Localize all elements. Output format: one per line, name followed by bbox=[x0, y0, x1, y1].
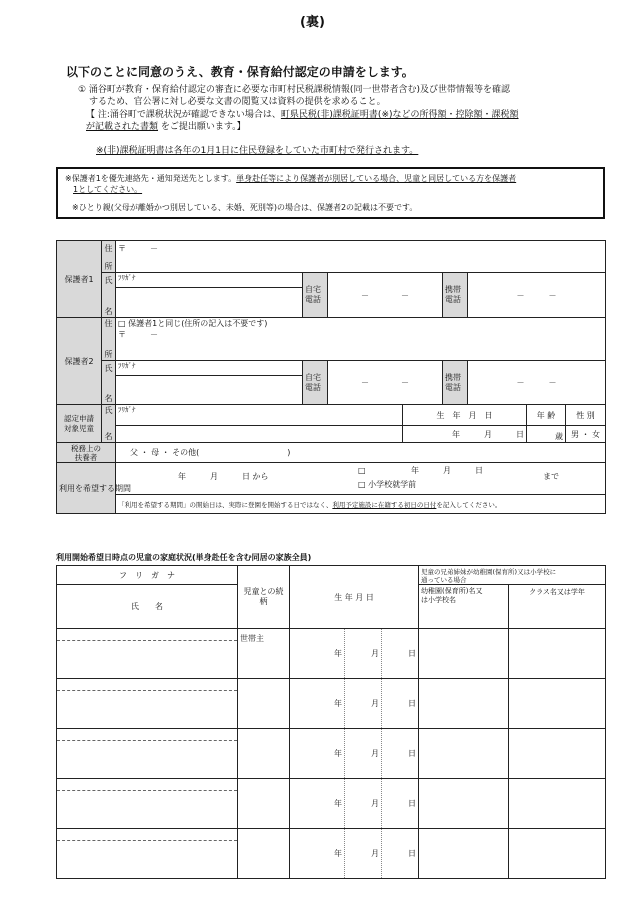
family-dob-month[interactable]: 月 bbox=[345, 829, 382, 879]
guardian1-mobile-label: 携帯 電話 bbox=[443, 273, 468, 318]
consent-item-1-line-2: するため、官公署に対し必要な文書の閲覧又は資料の提供を求めること。 bbox=[89, 97, 386, 107]
guardian2-label: 保護者2 bbox=[57, 318, 102, 405]
guardian1-home-phone-label: 自宅 電話 bbox=[303, 273, 328, 318]
family-dob-month[interactable]: 月 bbox=[345, 729, 382, 779]
notice-line-3: ※ひとり親(父母が離婚かつ別居している、未婚、死別等)の場合は、保護者2の記載は不要です。 bbox=[72, 203, 418, 212]
family-relation-field[interactable] bbox=[238, 829, 290, 879]
family-row bbox=[57, 779, 606, 829]
family-dob-day[interactable]: 日 bbox=[382, 629, 419, 679]
tax-dependent-label: 税務上の 扶養者 bbox=[57, 443, 116, 463]
family-col-dob: 生 年 月 日 bbox=[290, 566, 419, 629]
tax-dependent-field[interactable]: 父 ・ 母 ・ その他( ) bbox=[116, 443, 606, 463]
child-sex-field[interactable]: 男 ・ 女 bbox=[566, 426, 606, 443]
family-furigana-field[interactable] bbox=[57, 729, 237, 741]
guardian1-jyu: 住 bbox=[102, 241, 116, 257]
guardian2-sho: 所 bbox=[102, 344, 116, 361]
period-field[interactable] bbox=[116, 463, 606, 495]
guardian2-mobile-label: 携帯 電話 bbox=[443, 361, 468, 405]
family-furigana-field[interactable] bbox=[57, 829, 237, 841]
guardian1-home-phone-field[interactable]: － － bbox=[328, 273, 443, 318]
family-dob-day[interactable]: 日 bbox=[382, 829, 419, 879]
application-form-table bbox=[56, 240, 606, 514]
family-table-title: 利用開始希望日時点の児童の家庭状況(単身赴任を含む同居の家族全員) bbox=[56, 553, 312, 562]
family-furigana-field[interactable] bbox=[57, 779, 237, 791]
same-as-guardian1-checkbox[interactable]: □ 保護者1と同じ(住所の記入は不要です) bbox=[118, 319, 268, 328]
guardian1-postal-field[interactable]: 〒 － bbox=[116, 241, 606, 257]
guardian2-mei: 名 bbox=[102, 376, 116, 405]
family-col-school: 幼稚園(保育所)名又 は小学校名 bbox=[419, 585, 509, 629]
family-dob-month[interactable]: 月 bbox=[345, 629, 382, 679]
notice-line-1: ※保護者1を優先連絡先・通知発送先とします。単身赴任等により保護者が別居している場合、児童と同居している方を保護者 bbox=[65, 174, 517, 183]
school-entry-checkbox[interactable]: □ 小学校就学前 bbox=[358, 480, 417, 489]
family-name-field[interactable] bbox=[57, 629, 238, 679]
tax-note-line-1: 【 注:涌谷町で課税状況が確認できない場合は、町県民税(非)課税証明書(※)などの所得額・控除額・課税額 bbox=[86, 110, 519, 120]
family-name-field[interactable] bbox=[57, 779, 238, 829]
guardian1-address-field[interactable] bbox=[116, 257, 606, 273]
period-to-checkbox[interactable]: □ bbox=[358, 466, 366, 475]
family-dob-year[interactable]: 年 bbox=[290, 679, 345, 729]
family-class-field[interactable] bbox=[509, 829, 606, 879]
guardian1-name-field[interactable] bbox=[116, 288, 303, 318]
family-col-furigana: フ リ ガ ナ bbox=[57, 566, 238, 585]
consent-title: 以下のことに同意のうえ、教育・保育給付認定の申請をします。 bbox=[66, 65, 414, 79]
notice-line-2: 1としてください。 bbox=[73, 185, 143, 194]
period-note: 「利用を希望する期間」の開始日は、実際に登園を開始する日ではなく、利用予定施設に在籍する初日の日付を記入してください。 bbox=[116, 495, 606, 514]
guardian2-home-phone-label: 自宅 電話 bbox=[303, 361, 328, 405]
period-made: まで bbox=[543, 472, 559, 481]
guardian1-furigana-field[interactable]: ﾌﾘｶﾞﾅ bbox=[116, 273, 303, 288]
family-col-relation: 児童との続 柄 bbox=[238, 566, 290, 629]
child-dob-header: 生 年 月 日 bbox=[403, 405, 527, 426]
guardian1-mobile-field[interactable]: － － bbox=[468, 273, 606, 318]
family-dob-year[interactable]: 年 bbox=[290, 629, 345, 679]
family-class-field[interactable] bbox=[509, 629, 606, 679]
child-dob-field[interactable]: 年 月 日 bbox=[403, 426, 527, 443]
family-row bbox=[57, 729, 606, 779]
family-relation-field[interactable]: 世帯主 bbox=[238, 629, 290, 679]
family-col-sibling: 児童の兄弟姉妹が幼稚園(保育所)又は小学校に 通っている場合 bbox=[419, 566, 606, 585]
family-relation-field[interactable] bbox=[238, 779, 290, 829]
page-side-label: (裏) bbox=[300, 15, 325, 30]
period-to-date: 年 月 日 bbox=[411, 466, 483, 475]
family-furigana-field[interactable] bbox=[57, 629, 237, 641]
period-label: 利用を希望する期間 bbox=[57, 463, 116, 514]
guardian2-address-top[interactable]: □ 保護者1と同じ(住所の記入は不要です) 〒 － bbox=[116, 318, 606, 344]
family-dob-month[interactable]: 月 bbox=[345, 679, 382, 729]
child-mei: 名 bbox=[102, 426, 116, 443]
family-col-name: 氏 名 bbox=[57, 585, 238, 629]
child-sex-header: 性 別 bbox=[566, 405, 606, 426]
guardian2-address-field[interactable] bbox=[116, 344, 606, 361]
family-dob-year[interactable]: 年 bbox=[290, 829, 345, 879]
family-dob-day[interactable]: 日 bbox=[382, 729, 419, 779]
guardian2-name-field[interactable] bbox=[116, 376, 303, 405]
family-dob-year[interactable]: 年 bbox=[290, 779, 345, 829]
family-dob-day[interactable]: 日 bbox=[382, 779, 419, 829]
family-relation-field[interactable] bbox=[238, 679, 290, 729]
family-relation-field[interactable] bbox=[238, 729, 290, 779]
family-class-field[interactable] bbox=[509, 729, 606, 779]
child-name-field[interactable] bbox=[116, 426, 403, 443]
family-row bbox=[57, 679, 606, 729]
child-shi: 氏 bbox=[102, 405, 116, 426]
family-school-field[interactable] bbox=[419, 829, 509, 879]
guardian1-sho: 所 bbox=[102, 257, 116, 273]
guardian2-furigana-field[interactable]: ﾌﾘｶﾞﾅ bbox=[116, 361, 303, 376]
tax-note-line-2: が記載された書類 をご提出願います。】 bbox=[86, 122, 246, 132]
family-furigana-field[interactable] bbox=[57, 679, 237, 691]
guardian2-home-phone-field[interactable]: － － bbox=[328, 361, 443, 405]
family-school-field[interactable] bbox=[419, 629, 509, 679]
family-dob-year[interactable]: 年 bbox=[290, 729, 345, 779]
family-school-field[interactable] bbox=[419, 729, 509, 779]
guardian2-jyu: 住 bbox=[102, 318, 116, 344]
family-row bbox=[57, 829, 606, 879]
consent-item-1-line-1: ① 涌谷町が教育・保育給付認定の審査に必要な市町村民税課税情報(同一世帯者含む)及び世帯情報等を確認 bbox=[78, 85, 510, 95]
family-class-field[interactable] bbox=[509, 679, 606, 729]
family-name-field[interactable] bbox=[57, 829, 238, 879]
notice-box bbox=[56, 167, 605, 219]
period-from: 年 月 日 から bbox=[178, 472, 269, 481]
family-name-field[interactable] bbox=[57, 729, 238, 779]
guardian1-label: 保護者1 bbox=[57, 241, 102, 318]
child-age-field[interactable]: 歳 bbox=[527, 426, 566, 443]
certificate-note: ※(非)課税証明書は各年の1月1日に住民登録をしていた市町村で発行されます。 bbox=[96, 146, 419, 156]
child-label: 認定申請 対象児童 bbox=[57, 405, 102, 443]
family-class-field[interactable] bbox=[509, 779, 606, 829]
family-table bbox=[56, 565, 606, 879]
guardian2-shi: 氏 bbox=[102, 361, 116, 376]
guardian2-mobile-field[interactable]: － － bbox=[468, 361, 606, 405]
child-age-header: 年 齢 bbox=[527, 405, 566, 426]
family-dob-day[interactable]: 日 bbox=[382, 679, 419, 729]
family-school-field[interactable] bbox=[419, 679, 509, 729]
guardian1-mei: 名 bbox=[102, 288, 116, 318]
guardian1-shi: 氏 bbox=[102, 273, 116, 288]
family-school-field[interactable] bbox=[419, 779, 509, 829]
family-row bbox=[57, 629, 606, 679]
family-col-class: クラス名又は学年 bbox=[509, 585, 606, 629]
child-furigana-field[interactable]: ﾌﾘｶﾞﾅ bbox=[116, 405, 403, 426]
family-name-field[interactable] bbox=[57, 679, 238, 729]
family-dob-month[interactable]: 月 bbox=[345, 779, 382, 829]
